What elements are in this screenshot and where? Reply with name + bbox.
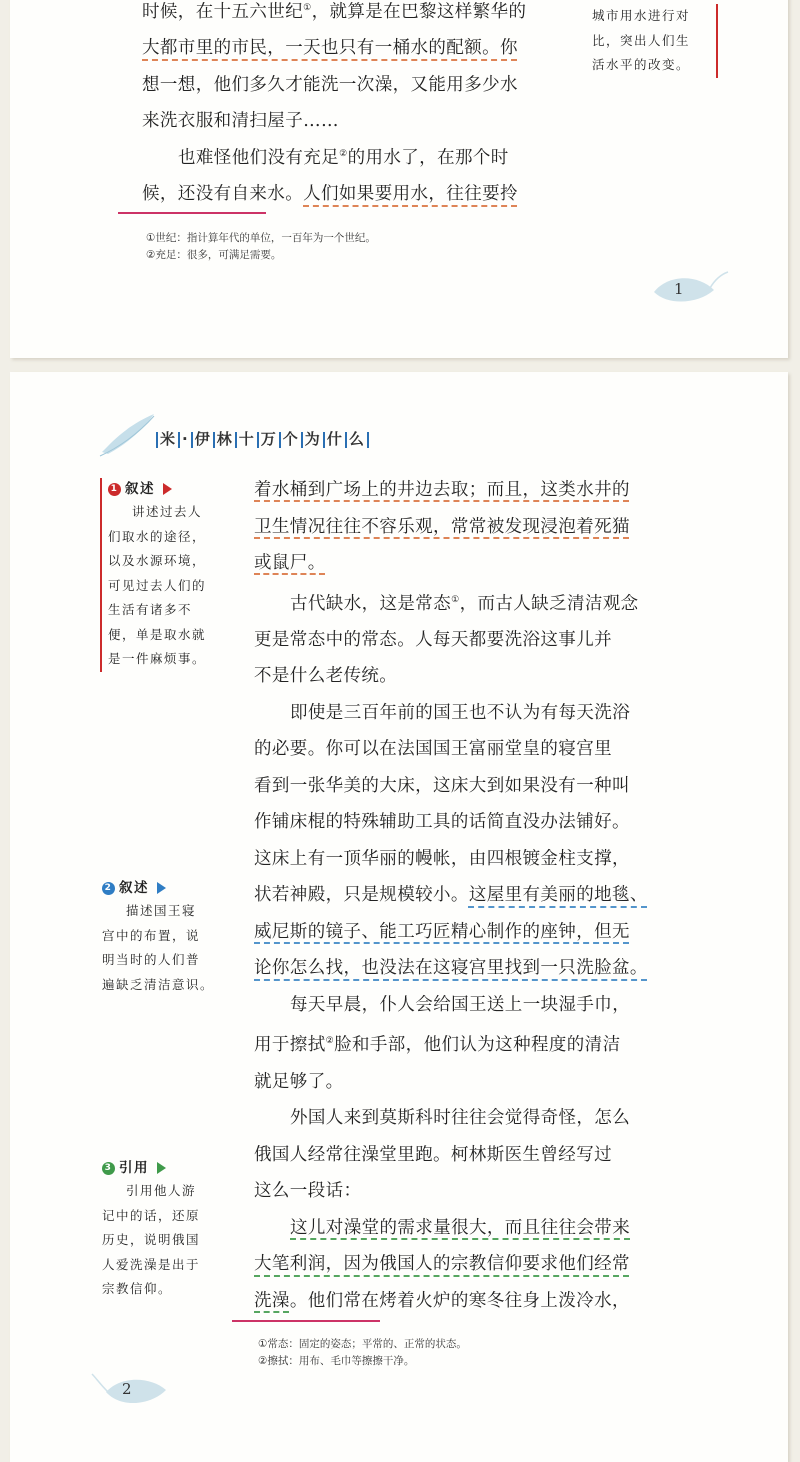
- footnote-divider: [118, 212, 266, 214]
- note-2: 2 叙述 描述国王寝 宫中的布置，说 明当时的人们普 遍缺乏清洁意识。: [102, 879, 215, 992]
- page1-paragraph-a: 时候，在十五六世纪①，就算是在巴黎这样繁华的 大都市里的市民，一天也只有一桶水的配额。你 想一想，他们多久才能洗一次澡，又能用多少水 来洗衣服和清扫屋子……: [142, 1, 527, 132]
- note-3: 3 引用 引用他人游 记中的话，还原 历史，说明俄国 人爱洗澡是出于 宗教信仰。: [102, 1159, 201, 1296]
- page2-footnotes: ①常态：固定的姿态；平常的、正常的状态。 ②擦拭：用布、毛巾等擦擦干净。: [258, 1338, 467, 1367]
- page1-footnotes: ①世纪：指计算年代的单位，一百年为一个世纪。 ②充足：很多，可满足需要。: [146, 232, 376, 261]
- footnote-divider: [232, 1320, 380, 1322]
- page2-body: 着水桶到广场上的井边去取；而且，这类水井的 卫生情况往往不容乐观，常常被发现浸泡着死猫 或鼠尸。 古代缺水，这是常态①，而古人缺乏清洁观念 更是常态中的常态。人每天都要洗浴这事儿并 不是什么老传统。 即使是三百年前的国王也不认为有每天洗浴 的必要。你可以在法国国王富丽堂皇的寝宫里 看到一张华美的大床，这床大到如果没有一种叫 作铺床棍的特殊辅助工具的话简直没办法铺好。 这床上有一顶华丽的幔帐，由四根镀金柱支撑， 状若神殿，只是规模较小。这屋里有美丽的地毯、 威尼斯的镜子、能工巧匠精心制作的座钟，但无 论你怎么找，也没法在这寝宫里找到一只洗脸盆。 每天早晨，仆人会给国王送上一块湿手巾， 用于擦拭②脸和手部，他们认为这种程度的清洁 就足够了。 外国人来到莫斯科时往往会觉得奇怪，怎么 俄国人经常往澡堂里跑。柯林斯医生曾经写过 这么一段话： 这儿对澡堂的需求量很大，而且往往会带来 大笔利润，因为俄国人的宗教信仰要求他们经常 洗澡。他们常在烤着火炉的寒冬往身上泼冷水，: [254, 480, 648, 1311]
- leaf-icon: [650, 270, 730, 310]
- series-title: 米 · 伊 林 十 万 个 为 什 么: [154, 428, 371, 449]
- arrow-icon: [157, 882, 166, 894]
- page-1: [10, 0, 788, 358]
- page-2: [10, 372, 788, 1462]
- quill-icon: [98, 412, 156, 458]
- red-underlined-text: 人们如果要用水，往往要拎: [303, 184, 518, 205]
- arrow-icon: [163, 483, 172, 495]
- arrow-icon: [157, 1162, 166, 1174]
- note-1: 1 叙述 讲述过去人 们取水的途径， 以及水源环境， 可见过去人们的 生活有诸多不 便，单是取水就 是一件麻烦事。: [100, 478, 226, 672]
- red-underlined-text: 大都市里的市民，一天也只有一桶水的配额。你: [142, 38, 518, 59]
- page1-side-note: 城市用水进行对 比，突出人们生 活水平的改变。: [592, 4, 718, 78]
- page-number: 2: [122, 1380, 132, 1398]
- page1-paragraph-b: 也难怪他们没有充足②的用水了，在那个时 候，还没有自来水。人们如果要用水，往往要拎: [142, 147, 518, 205]
- page-number: 1: [674, 280, 684, 298]
